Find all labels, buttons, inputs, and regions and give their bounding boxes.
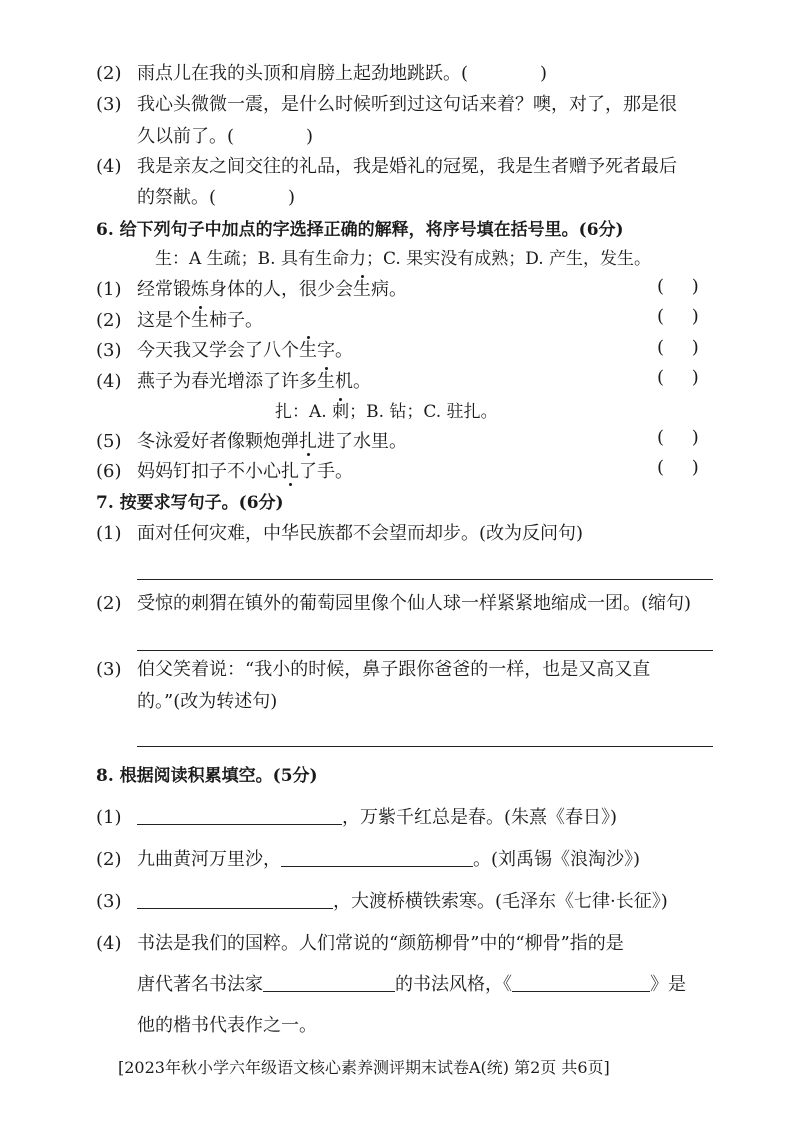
fill-blank[interactable] — [281, 848, 473, 867]
answer-parentheses[interactable]: ( ) — [657, 427, 699, 448]
dotted-char: 扎 — [299, 431, 317, 452]
sentence-q5-3: 我心头微微一震，是什么时候听到过这句话来着？噢，对了，那是很 — [137, 94, 677, 115]
item-number: (1) — [96, 523, 122, 544]
q8-poem-3: ，大渡桥横铁索寒。(毛泽东《七律·长征》) — [137, 890, 668, 914]
question-7-heading: 7. 按要求写句子。(6分) — [96, 493, 284, 513]
dotted-char: 生 — [353, 279, 371, 300]
answer-parentheses[interactable]: ( ) — [657, 457, 699, 478]
q8-poem-1: ，万紫千红总是春。(朱熹《春日》) — [137, 806, 617, 830]
q7-prompt-1: 面对任何灾难，中华民族都不会望而却步。(改为反问句) — [137, 523, 584, 544]
q8-poem-2: 九曲黄河万里沙， 。(刘禹锡《浪淘沙》) — [137, 849, 641, 870]
zha-definitions: 扎：A. 刺；B. 钻；C. 驻扎。 — [275, 402, 498, 422]
q6-sentence-3: 今天我又学会了八个生字。 — [137, 340, 353, 361]
q8-item4-line1: 书法是我们的国粹。人们常说的“颜筋柳骨”中的“柳骨”指的是 — [137, 933, 624, 954]
answer-parentheses[interactable]: ( ) — [657, 306, 699, 327]
item-number: (3) — [96, 891, 122, 912]
answer-parentheses[interactable]: ( ) — [657, 367, 699, 388]
item-number: (3) — [96, 94, 122, 115]
item-number: (1) — [96, 279, 122, 300]
q6-sentence-5: 冬泳爱好者像颗炮弹扎进了水里。 — [137, 431, 407, 452]
fill-blank[interactable] — [137, 890, 333, 909]
item-number: (5) — [96, 431, 122, 452]
item-number: (2) — [96, 849, 122, 870]
item-number: (4) — [96, 371, 122, 392]
answer-parentheses[interactable]: ( ) — [657, 337, 699, 358]
q8-item4-line2: 唐代著名书法家 的书法风格，《 》是 — [137, 974, 686, 995]
item-number: (1) — [96, 807, 122, 828]
item-number: (3) — [96, 659, 122, 680]
q7-prompt-2: 受惊的刺猬在镇外的葡萄园里像个仙人球一样紧紧地缩成一团。(缩句) — [137, 593, 692, 614]
sentence-q5-4-cont: 的祭献。( ) — [137, 187, 296, 208]
q8-item4-line3: 他的楷书代表作之一。 — [137, 1015, 317, 1036]
sheng-definitions: 生：A 生疏；B. 具有生命力；C. 果实没有成熟；D. 产生，发生。 — [155, 249, 652, 269]
fill-blank[interactable] — [137, 806, 342, 825]
q6-sentence-1: 经常锻炼身体的人，很少会生病。 — [137, 279, 407, 300]
item-number: (4) — [96, 933, 122, 954]
fill-blank[interactable] — [512, 973, 650, 992]
item-number: (4) — [96, 156, 122, 177]
answer-line[interactable] — [137, 579, 713, 580]
answer-line[interactable] — [137, 746, 713, 747]
dotted-char: 扎 — [281, 461, 299, 482]
item-number: (3) — [96, 340, 122, 361]
sentence-q5-3-cont: 久以前了。( ) — [137, 126, 314, 147]
sentence-q5-4: 我是亲友之间交往的礼品，我是婚礼的冠冕，我是生者赠予死者最后 — [137, 156, 677, 177]
page-footer: [2023年秋小学六年级语文核心素养测评期末试卷A(统) 第2页 共6页] — [118, 1058, 610, 1077]
dotted-char: 生 — [191, 310, 209, 331]
answer-line[interactable] — [137, 650, 713, 651]
dotted-char: 生 — [317, 371, 335, 392]
question-8-heading: 8. 根据阅读积累填空。(5分) — [96, 766, 318, 786]
answer-parentheses[interactable]: ( ) — [657, 276, 699, 297]
q6-sentence-2: 这是个生柿子。 — [137, 310, 263, 331]
q6-sentence-6: 妈妈钉扣子不小心扎了手。 — [137, 461, 353, 482]
item-number: (2) — [96, 310, 122, 331]
item-number: (6) — [96, 461, 122, 482]
fill-blank[interactable] — [263, 973, 395, 992]
item-number: (2) — [96, 63, 122, 84]
question-6-heading: 6. 给下列句子中加点的字选择正确的解释，将序号填在括号里。(6分) — [96, 220, 624, 240]
q7-prompt-3: 伯父笑着说：“我小的时候，鼻子跟你爸爸的一样，也是又高又直 — [137, 659, 651, 680]
item-number: (2) — [96, 593, 122, 614]
dotted-char: 刺 — [332, 402, 350, 422]
q7-prompt-3-cont: 的。”(改为转述句) — [137, 691, 278, 712]
sentence-q5-2: 雨点儿在我的头顶和肩膀上起劲地跳跃。( ) — [137, 63, 548, 84]
dotted-char: 生 — [299, 340, 317, 361]
q6-sentence-4: 燕子为春光增添了许多生机。 — [137, 371, 371, 392]
